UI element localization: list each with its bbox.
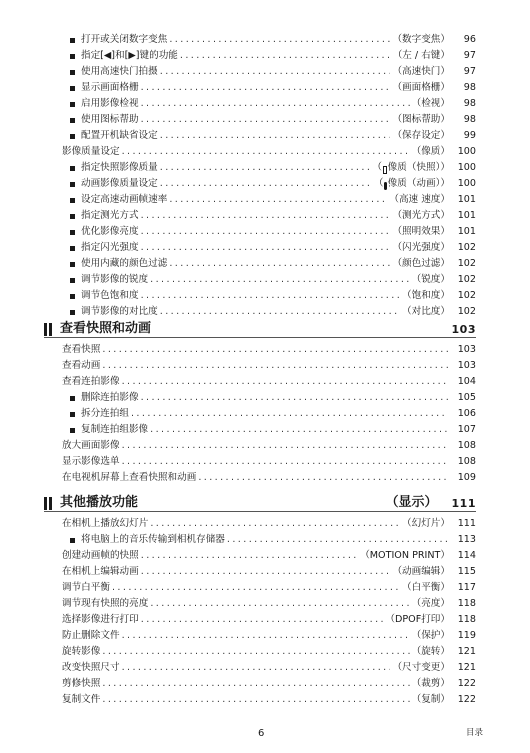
toc-entry[interactable] — [62, 436, 476, 452]
toc-entry-page: 109 — [457, 472, 476, 483]
toc-entry-page: 101 — [457, 226, 476, 237]
dot-leader — [160, 178, 372, 190]
toc-entry-label: 防止删除文件 — [62, 630, 120, 641]
movie-icon — [384, 182, 386, 190]
toc-entry-label: 放大画面影像 — [62, 440, 120, 451]
toc-entry[interactable] — [62, 30, 476, 46]
toc-entry-label: 剪修快照 — [62, 678, 101, 689]
toc-entry[interactable] — [62, 142, 476, 158]
toc-entry-ref: （左 / 右键） — [392, 50, 450, 61]
toc-entry-label: 指定[◀]和[▶]键的功能 — [81, 50, 178, 61]
toc-entry-page: 101 — [457, 194, 476, 205]
dot-leader — [102, 678, 409, 690]
toc-list-top — [62, 30, 476, 318]
toc-entry-ref: （像质） — [411, 146, 450, 157]
dot-leader — [169, 34, 390, 46]
toc-entry-label: 显示画面格栅 — [81, 82, 139, 93]
paren-open: （ — [372, 162, 382, 173]
toc-entry-page: 115 — [457, 566, 476, 577]
toc-entry-ref: （动画编辑） — [392, 566, 450, 577]
section-bar-icon — [44, 323, 47, 336]
toc-entry-label: 复制文件 — [62, 694, 101, 705]
toc-entry[interactable] — [62, 610, 476, 626]
toc-entry-label: 在相机上播放幻灯片 — [62, 518, 149, 529]
dot-leader — [141, 98, 410, 110]
dot-leader — [141, 566, 391, 578]
toc-entry-page: 99 — [463, 130, 476, 141]
page-number: 6 — [258, 728, 265, 739]
dot-leader — [131, 408, 448, 420]
toc-entry[interactable] — [62, 158, 476, 174]
dot-leader — [141, 242, 391, 254]
dot-leader — [180, 50, 391, 62]
section-page-number: 103 — [451, 323, 476, 336]
toc-entry-page: 101 — [457, 210, 476, 221]
dot-leader — [141, 210, 391, 222]
toc-entry[interactable] — [62, 62, 476, 78]
toc-entry-label: 设定高速动画帧速率 — [81, 194, 168, 205]
toc-entry-ref: （白平衡） — [402, 582, 450, 593]
toc-entry-page: 119 — [457, 630, 476, 641]
toc-entry[interactable] — [62, 626, 476, 642]
toc-entry-page: 100 — [457, 178, 476, 189]
toc-entry[interactable] — [62, 388, 476, 404]
toc-entry[interactable] — [62, 674, 476, 690]
toc-entry-page: 106 — [457, 408, 476, 419]
toc-entry-label: 使用高速快门拍摄 — [81, 66, 158, 77]
toc-entry-page: 118 — [457, 614, 476, 625]
dot-leader — [102, 360, 448, 372]
section-title: 查看快照和动画 — [60, 321, 152, 336]
section-bar-icon — [49, 323, 52, 336]
toc-entry[interactable] — [62, 530, 476, 546]
toc-entry-page: 121 — [457, 662, 476, 673]
toc-entry-ref: （闪光强度） — [392, 242, 450, 253]
snapshot-icon — [383, 166, 387, 174]
toc-entry-ref: （数字变焦） — [392, 34, 450, 45]
section-bar-icon — [44, 497, 47, 510]
dot-leader — [169, 258, 390, 270]
toc-entry-ref: （裁剪） — [411, 678, 450, 689]
toc-entry-label: 显示影像选单 — [62, 456, 120, 467]
toc-entry-page: 107 — [457, 424, 476, 435]
toc-entry-page: 102 — [457, 290, 476, 301]
toc-entry-label: 配置开机缺省设定 — [81, 130, 158, 141]
toc-entry-ref: （画面格栅） — [392, 82, 450, 93]
toc-entry[interactable] — [62, 642, 476, 658]
dot-leader — [122, 440, 448, 452]
dot-leader — [141, 114, 391, 126]
dot-leader — [150, 424, 448, 436]
section-divider — [44, 511, 476, 512]
toc-entry[interactable] — [62, 372, 476, 388]
toc-entry-page: 108 — [457, 440, 476, 451]
toc-entry-ref: （保护） — [411, 630, 450, 641]
toc-entry-ref: （MOTION PRINT） — [360, 550, 450, 561]
dot-leader — [122, 662, 391, 674]
dot-leader — [102, 646, 409, 658]
dot-leader — [141, 290, 400, 302]
section-header-playback — [44, 316, 476, 336]
toc-entry-ref: （高速 速度） — [389, 194, 450, 205]
toc-entry[interactable] — [62, 238, 476, 254]
paren-open: （ — [373, 178, 384, 189]
toc-entry-page: 97 — [463, 50, 476, 61]
toc-entry-page: 98 — [463, 82, 476, 93]
toc-entry-ref: （饱和度） — [402, 290, 450, 301]
dot-leader — [150, 598, 409, 610]
dot-leader — [112, 582, 400, 594]
toc-entry-ref: （亮度） — [411, 598, 450, 609]
toc-entry-ref: （复制） — [411, 694, 450, 705]
section-page-number: 111 — [451, 497, 476, 510]
toc-entry[interactable] — [62, 46, 476, 62]
dot-leader — [102, 694, 409, 706]
toc-entry-page: 121 — [457, 646, 476, 657]
toc-entry[interactable] — [62, 286, 476, 302]
toc-entry-ref: （对比度） — [402, 306, 450, 317]
toc-entry-page: 117 — [457, 582, 476, 593]
toc-entry-page: 103 — [457, 344, 476, 355]
toc-entry-label: 查看快照 — [62, 344, 101, 355]
toc-entry-label: 调节现有快照的亮度 — [62, 598, 149, 609]
toc-entry[interactable] — [62, 174, 476, 190]
toc-entry-label: 使用内藏的颜色过滤 — [81, 258, 168, 269]
toc-entry-page: 97 — [463, 66, 476, 77]
toc-entry-label: 调节色饱和度 — [81, 290, 139, 301]
section-bar-icon — [49, 497, 52, 510]
toc-entry-label: 使用图标帮助 — [81, 114, 139, 125]
dot-leader — [141, 82, 391, 94]
toc-entry-label: 调节影像的对比度 — [81, 306, 158, 317]
toc-entry-ref: （照明效果） — [392, 226, 450, 237]
toc-entry-page: 102 — [457, 306, 476, 317]
toc-entry-label: 指定快照影像质量 — [81, 162, 158, 173]
toc-entry-label: 指定闪光强度 — [81, 242, 139, 253]
toc-list-middle — [62, 340, 476, 484]
toc-entry[interactable] — [62, 190, 476, 206]
dot-leader — [141, 392, 448, 404]
toc-entry[interactable] — [62, 94, 476, 110]
toc-entry[interactable] — [62, 126, 476, 142]
toc-entry[interactable] — [62, 546, 476, 562]
toc-entry-label: 旋转影像 — [62, 646, 101, 657]
toc-entry-label: 改变快照尺寸 — [62, 662, 120, 673]
toc-entry[interactable] — [62, 254, 476, 270]
toc-entry[interactable] — [62, 562, 476, 578]
toc-entry-page: 114 — [457, 550, 476, 561]
toc-entry-label: 复制连拍组影像 — [81, 424, 149, 435]
toc-entry-ref: （图标帮助） — [392, 114, 450, 125]
toc-entry-page: 105 — [457, 392, 476, 403]
toc-entry-ref: （尺寸变更） — [392, 662, 450, 673]
dot-leader — [122, 456, 448, 468]
toc-entry[interactable] — [62, 690, 476, 706]
toc-entry-ref: （检视） — [411, 98, 450, 109]
dot-leader — [227, 534, 448, 546]
toc-entry-label: 选择影像进行打印 — [62, 614, 139, 625]
toc-entry-label: 优化影像亮度 — [81, 226, 139, 237]
toc-entry-ref: （锐度） — [411, 274, 450, 285]
toc-entry-page: 111 — [457, 518, 476, 529]
toc-entry-page: 96 — [463, 34, 476, 45]
toc-entry-label: 删除连拍影像 — [81, 392, 139, 403]
toc-entry-label: 在相机上编辑动画 — [62, 566, 139, 577]
dot-leader — [122, 630, 410, 642]
toc-entry[interactable] — [62, 270, 476, 286]
toc-entry-label: 调节影像的锐度 — [81, 274, 149, 285]
dot-leader — [198, 472, 448, 484]
dot-leader — [169, 194, 387, 206]
toc-entry-ref: （幻灯片） — [402, 518, 450, 529]
toc-entry-ref: （DPOF打印） — [385, 614, 450, 625]
dot-leader — [141, 614, 384, 626]
toc-entry-label: 打开或关闭数字变焦 — [81, 34, 168, 45]
toc-entry-label: 影像质量设定 — [62, 146, 120, 157]
toc-entry-label: 指定测光方式 — [81, 210, 139, 221]
toc-entry-page: 100 — [457, 162, 476, 173]
toc-entry-page: 103 — [457, 360, 476, 371]
dot-leader — [141, 550, 358, 562]
toc-entry-label: 创建动画帧的快照 — [62, 550, 139, 561]
toc-entry-page: 104 — [457, 376, 476, 387]
toc-entry-label: 动画影像质量设定 — [81, 178, 158, 189]
toc-entry-label: 调节白平衡 — [62, 582, 110, 593]
toc-entry-page: 118 — [457, 598, 476, 609]
toc-entry-page: 122 — [457, 694, 476, 705]
toc-entry-ref: 像质（动画）） — [387, 178, 450, 189]
toc-entry[interactable] — [62, 420, 476, 436]
toc-entry[interactable] — [62, 78, 476, 94]
toc-entry[interactable] — [62, 222, 476, 238]
toc-entry[interactable] — [62, 110, 476, 126]
toc-entry-page: 102 — [457, 258, 476, 269]
toc-entry[interactable] — [62, 340, 476, 356]
section-tail: （显示） — [385, 495, 438, 510]
toc-entry-ref: （颜色过滤） — [392, 258, 450, 269]
toc-entry[interactable] — [62, 468, 476, 484]
toc-entry-page: 98 — [463, 98, 476, 109]
toc-entry[interactable] — [62, 594, 476, 610]
dot-leader — [160, 130, 391, 142]
toc-entry-label: 查看动画 — [62, 360, 101, 371]
toc-entry-label: 查看连拍影像 — [62, 376, 120, 387]
toc-entry-page: 122 — [457, 678, 476, 689]
toc-entry[interactable] — [62, 658, 476, 674]
section-title: 其他播放功能 — [60, 495, 139, 510]
section-divider — [44, 337, 476, 338]
toc-entry[interactable] — [62, 404, 476, 420]
toc-entry-label: 在电视机屏幕上查看快照和动画 — [62, 472, 197, 483]
toc-entry-page: 108 — [457, 456, 476, 467]
toc-entry-label: 拆分连拍组 — [81, 408, 129, 419]
toc-entry-ref: （保存设定） — [392, 130, 450, 141]
toc-list-bottom — [62, 514, 476, 706]
dot-leader — [160, 66, 391, 78]
dot-leader — [150, 274, 409, 286]
toc-entry-page: 102 — [457, 242, 476, 253]
toc-entry[interactable] — [62, 206, 476, 222]
toc-entry-page: 113 — [457, 534, 476, 545]
dot-leader — [122, 376, 448, 388]
footer-contents-label: 目录 — [466, 728, 484, 738]
toc-entry-page: 98 — [463, 114, 476, 125]
toc-entry[interactable] — [62, 452, 476, 468]
section-header-other-playback — [44, 490, 476, 510]
toc-entry-ref: （测光方式） — [392, 210, 450, 221]
dot-leader — [102, 344, 448, 356]
toc-entry[interactable] — [62, 578, 476, 594]
dot-leader — [122, 146, 410, 158]
dot-leader — [160, 162, 371, 174]
toc-entry-label: 启用影像检视 — [81, 98, 139, 109]
toc-entry-ref: （旋转） — [411, 646, 450, 657]
dot-leader — [150, 518, 400, 530]
toc-entry[interactable] — [62, 356, 476, 372]
toc-entry-ref: （高速快门） — [392, 66, 450, 77]
dot-leader — [141, 226, 391, 238]
toc-entry-ref: 像质（快照）） — [387, 162, 450, 173]
toc-entry-page: 100 — [457, 146, 476, 157]
toc-entry-page: 102 — [457, 274, 476, 285]
toc-entry[interactable] — [62, 514, 476, 530]
toc-entry-label: 将电脑上的音乐传输到相机存储器 — [81, 534, 225, 545]
